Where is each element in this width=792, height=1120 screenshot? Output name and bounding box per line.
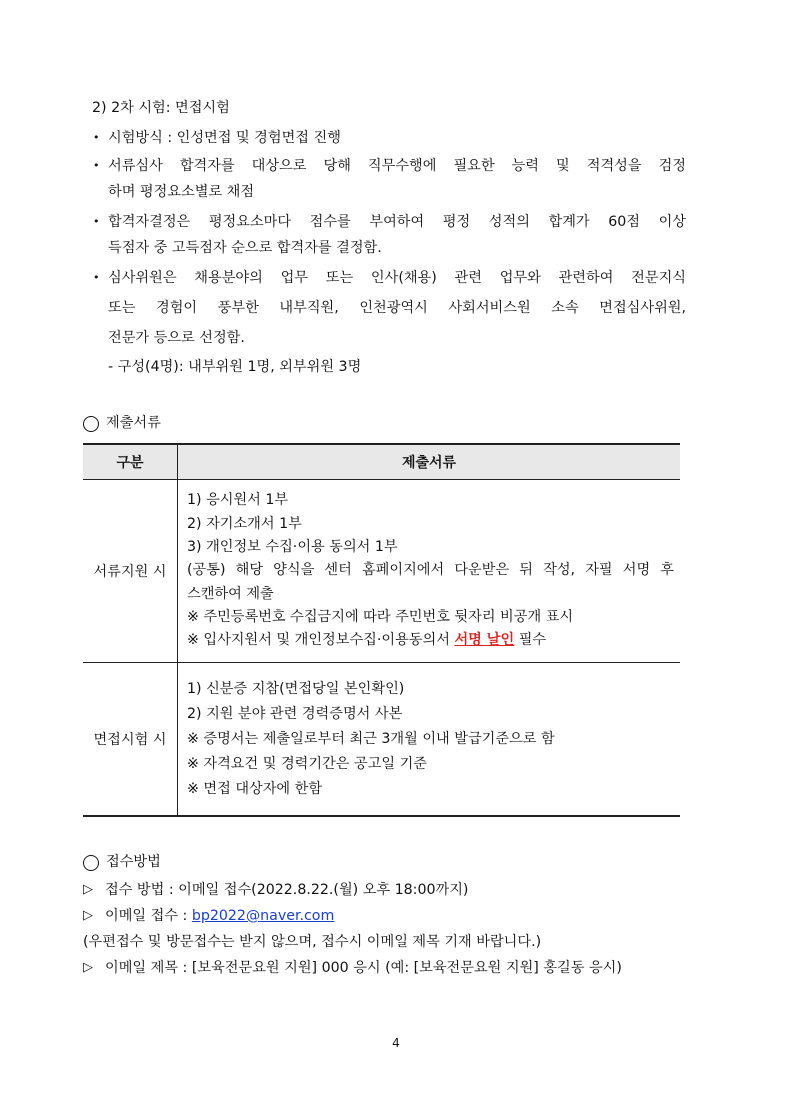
receipt-email-line xyxy=(105,906,334,926)
bullet-dot: • xyxy=(93,215,100,228)
row-label-interview: 면접시험 시 xyxy=(83,663,178,817)
doc-note: ※ 면접 대상자에 한함 xyxy=(187,780,323,797)
page-number: 4 xyxy=(392,1036,400,1050)
circle-icon xyxy=(83,855,99,871)
bullet-dot: • xyxy=(93,159,100,172)
doc-line: 2) 자기소개서 1부 xyxy=(187,515,302,532)
receipt-method: 접수 방법 : 이메일 접수(2022.8.22.(월) 오후 18:00까지) xyxy=(105,882,469,898)
circle-icon xyxy=(83,416,99,432)
triangle-icon: ▷ xyxy=(83,882,93,897)
doc-line: (공통) 해당 양식을 센터 홈페이지에서 다운받은 뒤 작성, 자필 서명 후 xyxy=(187,562,674,579)
bullet-decision-line2: 득점자 중 고득점자 순으로 합격자를 결정함. xyxy=(108,240,382,256)
email-label: 이메일 접수 : xyxy=(105,908,192,924)
doc-line: 3) 개인정보 수집·이용 동의서 1부 xyxy=(187,539,398,556)
table-row xyxy=(83,663,680,817)
table-header-row xyxy=(83,444,680,480)
doc-line: 2) 지원 분야 관련 경력증명서 사본 xyxy=(187,705,403,722)
note-text: ※ 입사지원서 및 개인정보수집·이용동의서 xyxy=(187,632,455,649)
note-text: 필수 xyxy=(514,632,547,649)
row-content-application xyxy=(178,480,681,663)
bullet-committee-line1: 심사위원은 채용분야의 업무 또는 인사(채용) 관련 업무와 관련하여 전문지식 xyxy=(108,270,686,286)
receipt-section-title: 접수방법 xyxy=(106,854,161,870)
triangle-icon: ▷ xyxy=(83,908,93,923)
committee-composition: - 구성(4명): 내부위원 1명, 외부위원 3명 xyxy=(108,359,362,375)
bullet-committee-line2: 또는 경험이 풍부한 내부직원, 인천광역시 사회서비스원 소속 면접심사위원, xyxy=(108,300,686,316)
docs-section-title: 제출서류 xyxy=(106,415,161,431)
table-row xyxy=(83,480,680,663)
doc-note: ※ 주민등록번호 수집금지에 따라 주민번호 뒷자리 비공개 표시 xyxy=(187,608,574,625)
triangle-icon: ▷ xyxy=(83,960,93,975)
bullet-exam-method: 시험방식 : 인성면접 및 경험면접 진행 xyxy=(108,130,341,146)
doc-note: ※ 자격요건 및 경력기간은 공고일 기준 xyxy=(187,755,428,772)
email-link[interactable]: bp2022@naver.com xyxy=(191,908,335,924)
row-label-application: 서류지원 시 xyxy=(83,480,178,663)
row-content-interview xyxy=(178,663,681,817)
doc-note: ※ 증명서는 제출일로부터 최근 3개월 이내 발급기준으로 함 xyxy=(187,730,555,747)
bullet-screening-line2: 하며 평정요소별로 채점 xyxy=(108,184,255,200)
header-documents: 제출서류 xyxy=(178,444,681,480)
doc-line: 1) 신분증 지참(면접당일 본인확인) xyxy=(187,680,405,697)
bullet-decision-line1: 합격자결정은 평정요소마다 점수를 부여하여 평정 성적의 합계가 60점 이상 xyxy=(108,214,686,230)
receipt-note: (우편접수 및 방문접수는 받지 않으며, 접수시 이메일 제목 기재 바랍니다.) xyxy=(83,934,542,950)
documents-table xyxy=(83,443,680,817)
bullet-dot: • xyxy=(93,131,100,144)
doc-line: 스캔하여 제출 xyxy=(187,585,274,602)
doc-line: 1) 응시원서 1부 xyxy=(187,492,289,509)
doc-note-signature xyxy=(187,629,680,652)
bullet-committee-line3: 전문가 등으로 선정함. xyxy=(108,330,245,346)
bullet-screening-line1: 서류심사 합격자를 대상으로 당해 직무수행에 필요한 능력 및 적격성을 검정 xyxy=(108,158,686,174)
signature-emphasis: 서명 날인 xyxy=(454,632,515,649)
header-category: 구분 xyxy=(83,444,178,480)
bullet-dot: • xyxy=(93,271,100,284)
receipt-email-subject: 이메일 제목 : [보육전문요원 지원] 000 응시 (예: [보육전문요원 지원] 홍길동 응시) xyxy=(105,960,622,976)
section-heading: 2) 2차 시험: 면접시험 xyxy=(92,100,230,116)
